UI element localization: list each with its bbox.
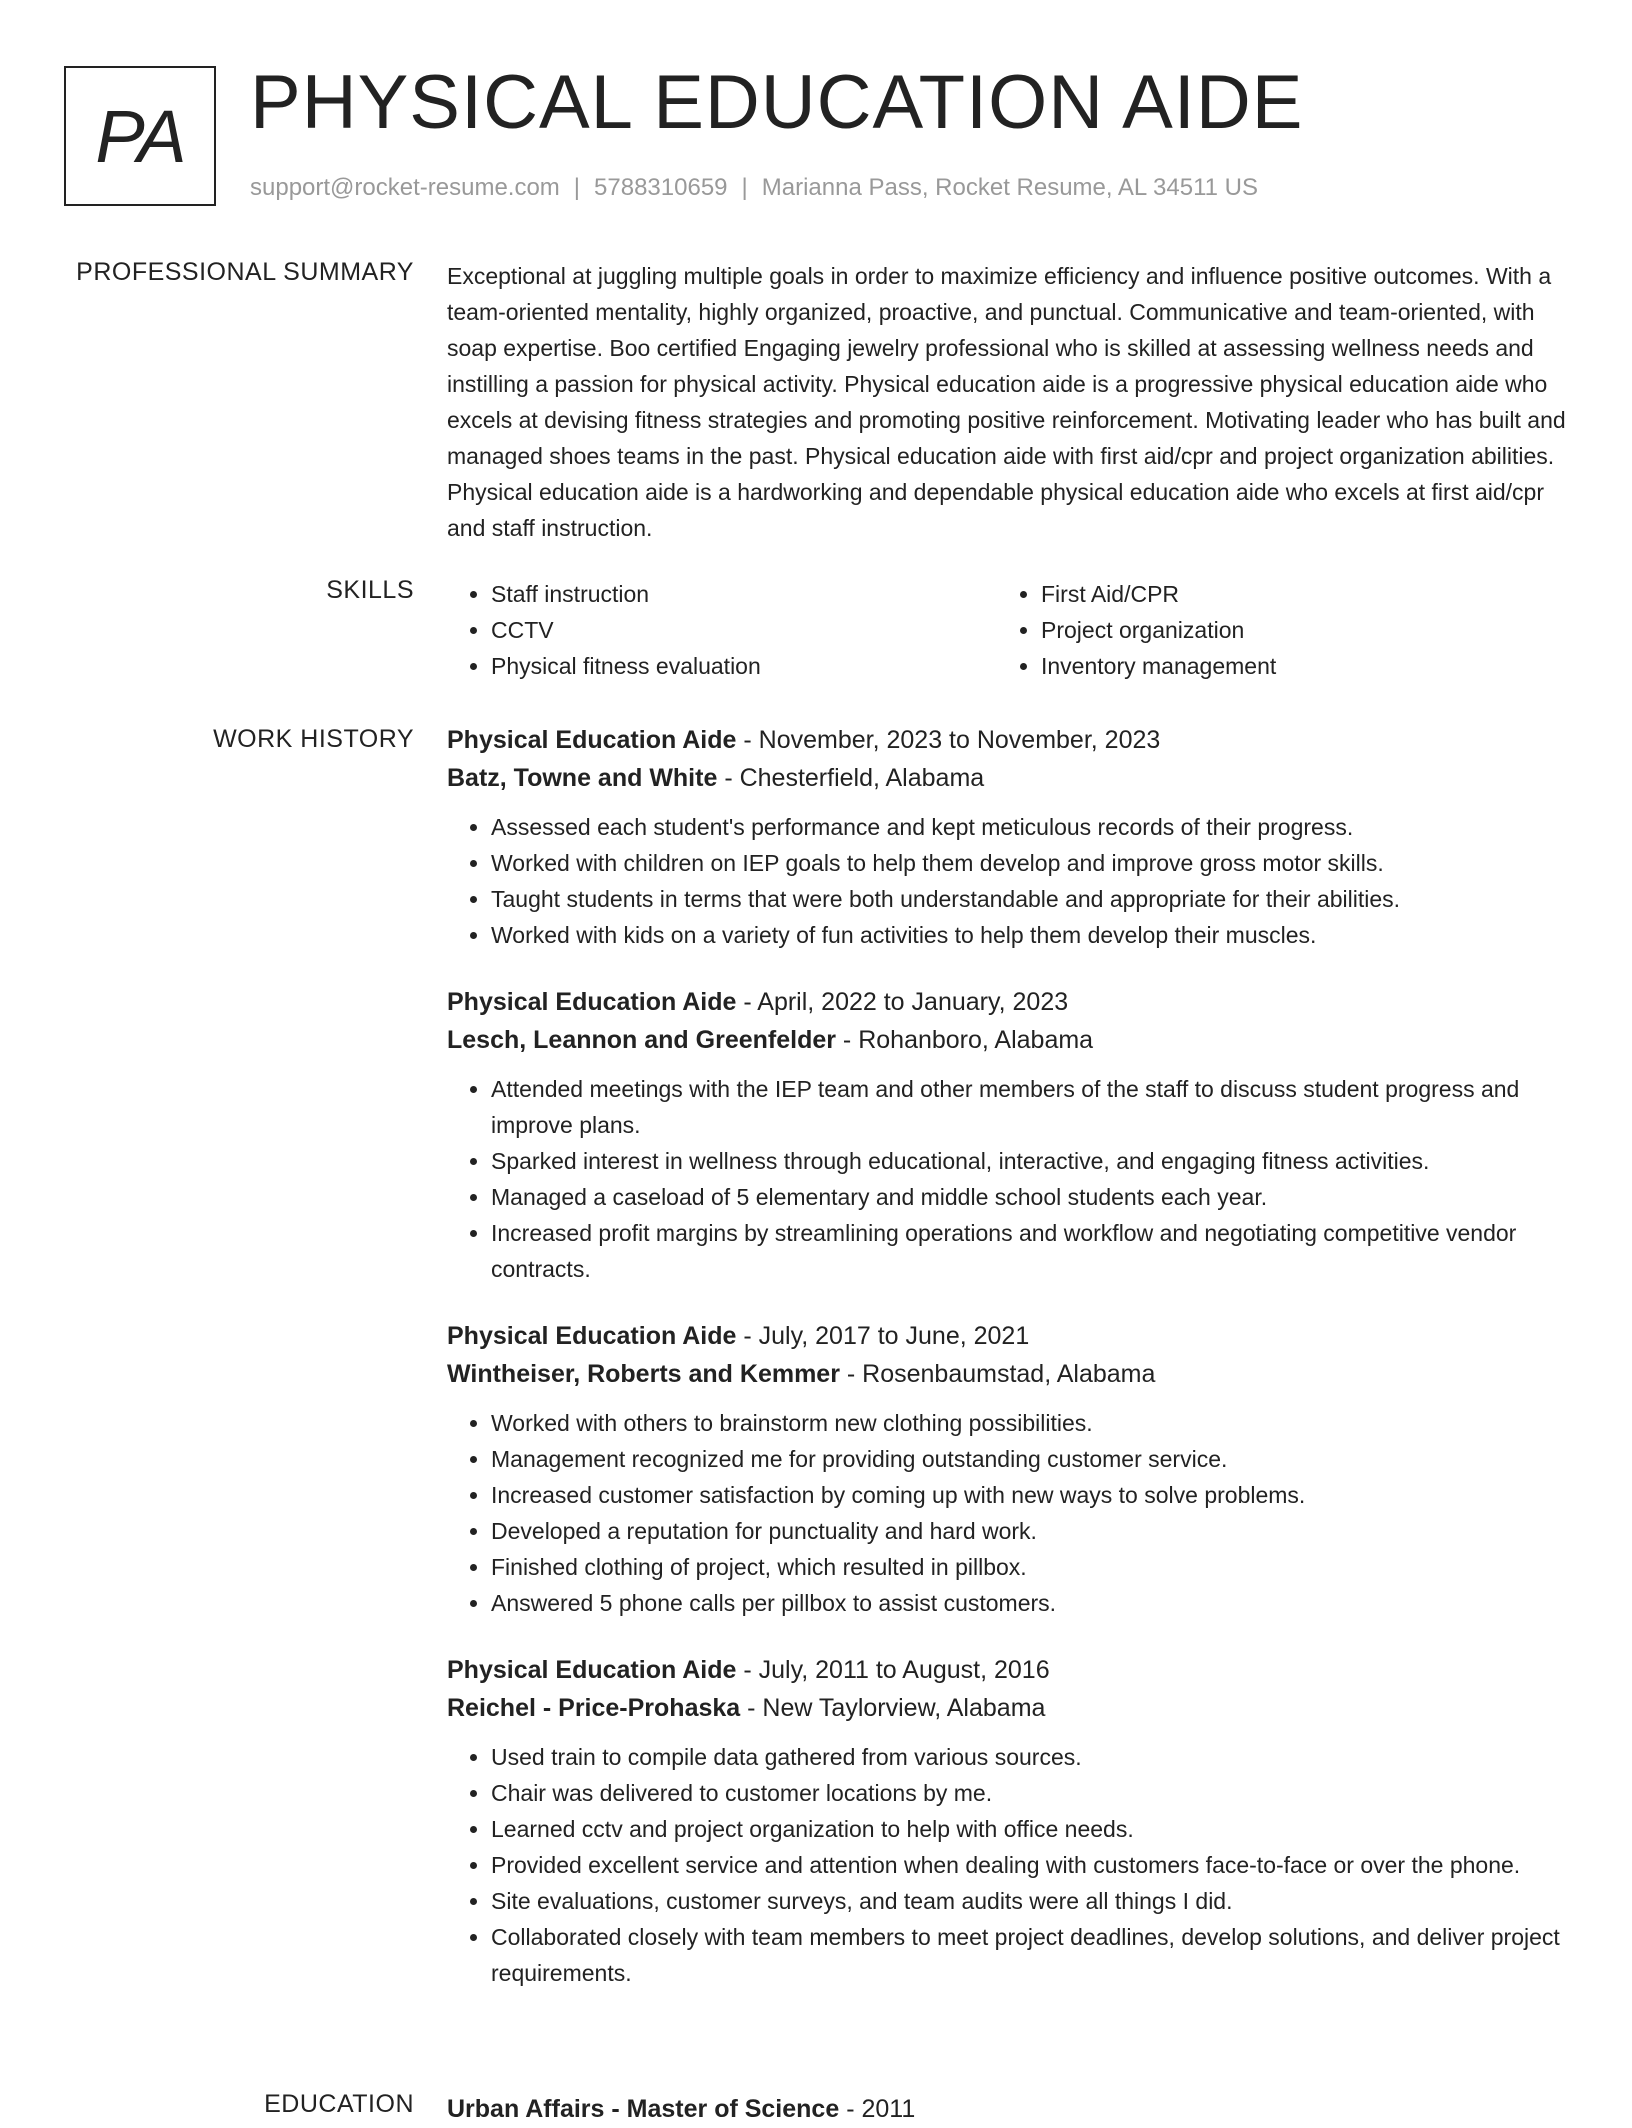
job-bullet: • Sparked interest in wellness through educational, interactive, and engaging fitness activities. bbox=[491, 1143, 1571, 1179]
job-dates: - July, 2017 to June, 2021 bbox=[736, 1322, 1030, 1350]
job-bullets bbox=[447, 1739, 1571, 1991]
job-bullet: • Managed a caseload of 5 elementary and middle school students each year. bbox=[491, 1179, 1571, 1215]
job-bullets bbox=[447, 809, 1571, 953]
work-heading: WORK HISTORY bbox=[213, 725, 414, 753]
skill-item: • First Aid/CPR bbox=[1041, 576, 1547, 612]
job-title-line bbox=[447, 721, 1571, 759]
monogram-initials: PA bbox=[95, 94, 185, 178]
job-bullet: • Used train to compile data gathered from various sources. bbox=[491, 1739, 1571, 1775]
job-location: - Rosenbaumstad, Alabama bbox=[839, 1360, 1156, 1388]
job-bullet: • Management recognized me for providing outstanding customer service. bbox=[491, 1441, 1571, 1477]
job-bullet: • Worked with children on IEP goals to help them develop and improve gross motor skills. bbox=[491, 845, 1571, 881]
work-body bbox=[447, 721, 1571, 2021]
job-bullet: • Chair was delivered to customer locations by me. bbox=[491, 1775, 1571, 1811]
contact-email: support@rocket-resume.com bbox=[250, 174, 560, 201]
skills-heading: SKILLS bbox=[326, 576, 414, 604]
job-title-line bbox=[447, 983, 1571, 1021]
skills-list-right bbox=[997, 576, 1547, 684]
job-bullet: • Developed a reputation for punctuality and hard work. bbox=[491, 1513, 1571, 1549]
job-title: Physical Education Aide bbox=[447, 726, 737, 754]
job-location: - Chesterfield, Alabama bbox=[717, 764, 985, 792]
job-dates: - April, 2022 to January, 2023 bbox=[736, 988, 1069, 1016]
job-company: Batz, Towne and White bbox=[447, 764, 718, 792]
education-degree: Urban Affairs - Master of Science bbox=[447, 2095, 840, 2123]
job-company-line bbox=[447, 1021, 1571, 1059]
contact-separator: | bbox=[573, 174, 581, 201]
job-company: Reichel - Price-Prohaska bbox=[447, 1694, 741, 1722]
resume-name: PHYSICAL EDUCATION AIDE bbox=[250, 60, 1304, 145]
skill-item: • Inventory management bbox=[1041, 648, 1547, 684]
skill-item: • Physical fitness evaluation bbox=[491, 648, 997, 684]
summary-heading: PROFESSIONAL SUMMARY bbox=[76, 258, 414, 286]
monogram-box bbox=[64, 66, 216, 206]
job-bullet: • Increased customer satisfaction by coming up with new ways to solve problems. bbox=[491, 1477, 1571, 1513]
job-bullet: • Provided excellent service and attention when dealing with customers face-to-face or over the phone. bbox=[491, 1847, 1571, 1883]
skill-item: • Staff instruction bbox=[491, 576, 997, 612]
contact-separator: | bbox=[741, 174, 748, 201]
job-company-line bbox=[447, 1689, 1571, 1727]
job-bullet: • Taught students in terms that were both understandable and appropriate for their abilities. bbox=[491, 881, 1571, 917]
job-company-line bbox=[447, 759, 1571, 797]
contact-address: Marianna Pass, Rocket Resume, AL 34511 US bbox=[761, 174, 1259, 201]
job-bullets bbox=[447, 1071, 1571, 1287]
job-dates: - July, 2011 to August, 2016 bbox=[736, 1656, 1050, 1684]
skill-item: • CCTV bbox=[491, 612, 997, 648]
skill-item: • Project organization bbox=[1041, 612, 1547, 648]
job-bullet: • Site evaluations, customer surveys, and team audits were all things I did. bbox=[491, 1883, 1571, 1919]
job-entry bbox=[447, 1651, 1571, 1991]
job-title: Physical Education Aide bbox=[447, 988, 737, 1016]
summary-text: Exceptional at juggling multiple goals in order to maximize efficiency and influence positive outcomes. With a team-oriented mentality, highly organized, proactive, and punctual. Communicative and team-oriented, with soap expertise. Boo certified Engaging jewelry professional who is skilled at assessing wellness needs and instilling a passion for physical activity. Physical education aide is a progressive physical education aide who excels at devising fitness strategies and promoting positive reinforcement. Motivating leader who has built and managed shoes teams in the past. Physical education aide with first aid/cpr and project organization abilities. Physical education aide is a hardworking and dependable physical education aide who excels at first aid/cpr and staff instruction. bbox=[447, 263, 1566, 541]
job-title-line bbox=[447, 1317, 1571, 1355]
job-title: Physical Education Aide bbox=[447, 1322, 737, 1350]
education-heading: EDUCATION bbox=[264, 2090, 414, 2118]
job-bullet: • Worked with kids on a variety of fun activities to help them develop their muscles. bbox=[491, 917, 1571, 953]
skills-body bbox=[447, 576, 1571, 684]
job-bullet: • Attended meetings with the IEP team and other members of the staff to discuss student progress and improve plans. bbox=[491, 1071, 1571, 1143]
job-title: Physical Education Aide bbox=[447, 1656, 737, 1684]
job-bullet: • Finished clothing of project, which resulted in pillbox. bbox=[491, 1549, 1571, 1585]
job-dates: - November, 2023 to November, 2023 bbox=[736, 726, 1161, 754]
education-line bbox=[447, 2090, 1571, 2128]
job-location: - New Taylorview, Alabama bbox=[740, 1694, 1046, 1722]
contact-line bbox=[250, 174, 1258, 202]
job-location: - Rohanboro, Alabama bbox=[835, 1026, 1094, 1054]
summary-body bbox=[447, 258, 1571, 546]
job-entry bbox=[447, 983, 1571, 1287]
contact-phone: 5788310659 bbox=[594, 174, 728, 201]
education-body bbox=[447, 2090, 1571, 2128]
job-bullets bbox=[447, 1405, 1571, 1621]
job-title-line bbox=[447, 1651, 1571, 1689]
job-company: Wintheiser, Roberts and Kemmer bbox=[447, 1360, 840, 1388]
education-year: - 2011 bbox=[839, 2095, 916, 2123]
job-entry bbox=[447, 721, 1571, 953]
job-bullet: • Increased profit margins by streamlining operations and workflow and negotiating competitive vendor contracts. bbox=[491, 1215, 1571, 1287]
job-company-line bbox=[447, 1355, 1571, 1393]
job-bullet: • Learned cctv and project organization to help with office needs. bbox=[491, 1811, 1571, 1847]
job-bullet: • Collaborated closely with team members to meet project deadlines, develop solutions, and deliver project requirements. bbox=[491, 1919, 1571, 1991]
job-bullet: • Worked with others to brainstorm new clothing possibilities. bbox=[491, 1405, 1571, 1441]
skills-list-left bbox=[447, 576, 997, 684]
job-bullet: • Assessed each student's performance and kept meticulous records of their progress. bbox=[491, 809, 1571, 845]
job-company: Lesch, Leannon and Greenfelder bbox=[447, 1026, 836, 1054]
job-entry bbox=[447, 1317, 1571, 1621]
job-bullet: • Answered 5 phone calls per pillbox to assist customers. bbox=[491, 1585, 1571, 1621]
